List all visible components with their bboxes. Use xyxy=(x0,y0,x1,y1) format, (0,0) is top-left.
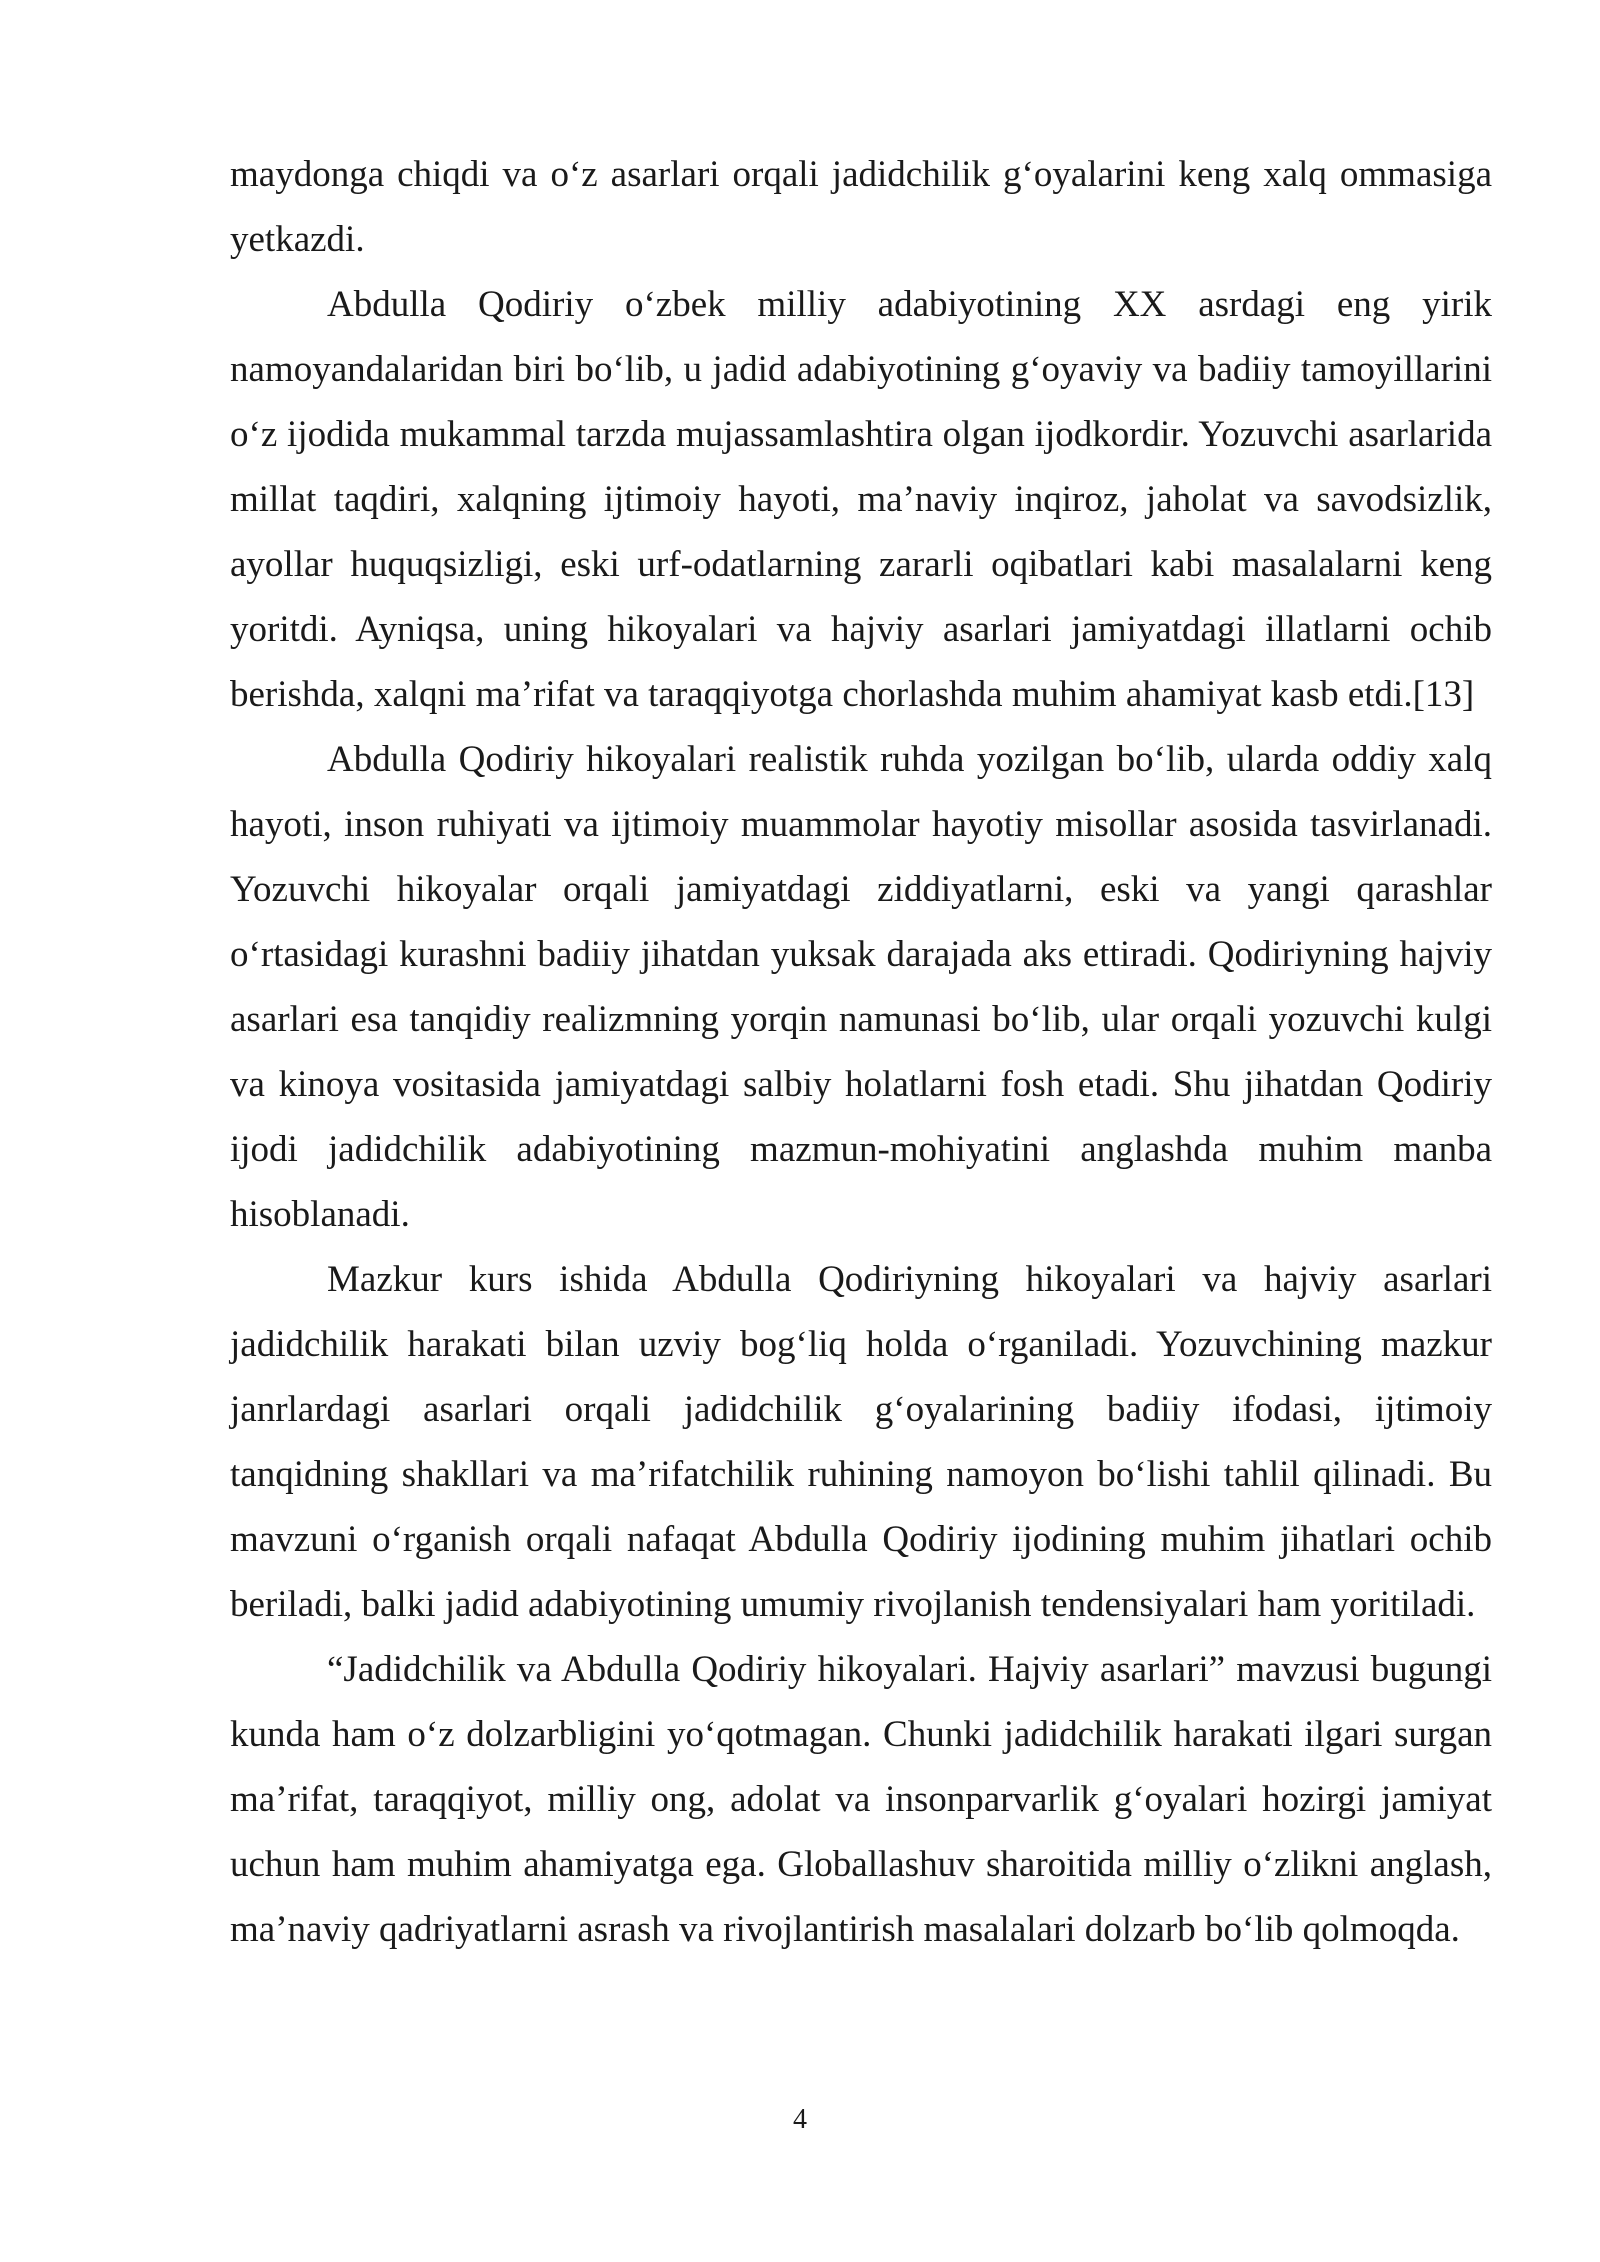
paragraph-continuation: maydonga chiqdi va o‘z asarlari orqali jadidchilik g‘oyalarini keng xalq ommasiga yetkazdi. xyxy=(230,154,1492,260)
paragraph-qodiriy-intro: Abdulla Qodiriy o‘zbek milliy adabiyotining XX asrdagi eng yirik namoyandalaridan biri bo‘lib, u jadid adabiyotining g‘oyaviy va badiiy tamoyillarini o‘z ijodida mukammal tarzda mujassamlashtira olgan ijodkordir. Yozuvchi asarlarida millat taqdiri, xalqning ijtimoiy hayoti, ma’naviy inqiroz, jaholat va savodsizlik, ayollar huquqsizligi, eski urf-odatlarning zararli oqibatlari kabi masalalarni keng yoritdi. Ayniqsa, uning hikoyalari va hajviy asarlari jamiyatdagi illatlarni ochib berishda, xalqni ma’rifat va taraqqiyotga chorlashda muhim ahamiyat kasb etdi.[13] xyxy=(230,284,1492,715)
page-number: 4 xyxy=(793,2104,807,2135)
body-text xyxy=(230,142,1492,1962)
paragraph-stories: Abdulla Qodiriy hikoyalari realistik ruhda yozilgan bo‘lib, ularda oddiy xalq hayoti, inson ruhiyati va ijtimoiy muammolar hayotiy misollar asosida tasvirlanadi. Yozuvchi hikoyalar orqali jamiyatdagi ziddiyatlarni, eski va yangi qarashlar o‘rtasidagi kurashni badiiy jihatdan yuksak darajada aks ettiradi. Qodiriyning hajviy asarlari esa tanqidiy realizmning yorqin namunasi bo‘lib, ular orqali yozuvchi kulgi va kinoya vositasida jamiyatdagi salbiy holatlarni fosh etadi. Shu jihatdan Qodiriy ijodi jadidchilik adabiyotining mazmun-mohiyatini anglashda muhim manba hisoblanadi. xyxy=(230,739,1492,1235)
paragraph-relevance: “Jadidchilik va Abdulla Qodiriy hikoyalari. Hajviy asarlari” mavzusi bugungi kunda ham o‘z dolzarbligini yo‘qotmagan. Chunki jadidchilik harakati ilgari surgan ma’rifat, taraqqiyot, milliy ong, adolat va insonparvarlik g‘oyalari hozirgi jamiyat uchun ham muhim ahamiyatga ega. Globallashuv sharoitida milliy o‘zlikni anglash, ma’naviy qadriyatlarni asrash va rivojlantirish masalalari dolzarb bo‘lib qolmoqda. xyxy=(230,1649,1492,1950)
paragraph-course-work: Mazkur kurs ishida Abdulla Qodiriyning hikoyalari va hajviy asarlari jadidchilik harakati bilan uzviy bog‘liq holda o‘rganiladi. Yozuvchining mazkur janrlardagi asarlari orqali jadidchilik g‘oyalarining badiiy ifodasi, ijtimoiy tanqidning shakllari va ma’rifatchilik ruhining namoyon bo‘lishi tahlil qilinadi. Bu mavzuni o‘rganish orqali nafaqat Abdulla Qodiriy ijodining muhim jihatlari ochib beriladi, balki jadid adabiyotining umumiy rivojlanish tendensiyalari ham yoritiladi. xyxy=(230,1259,1492,1625)
